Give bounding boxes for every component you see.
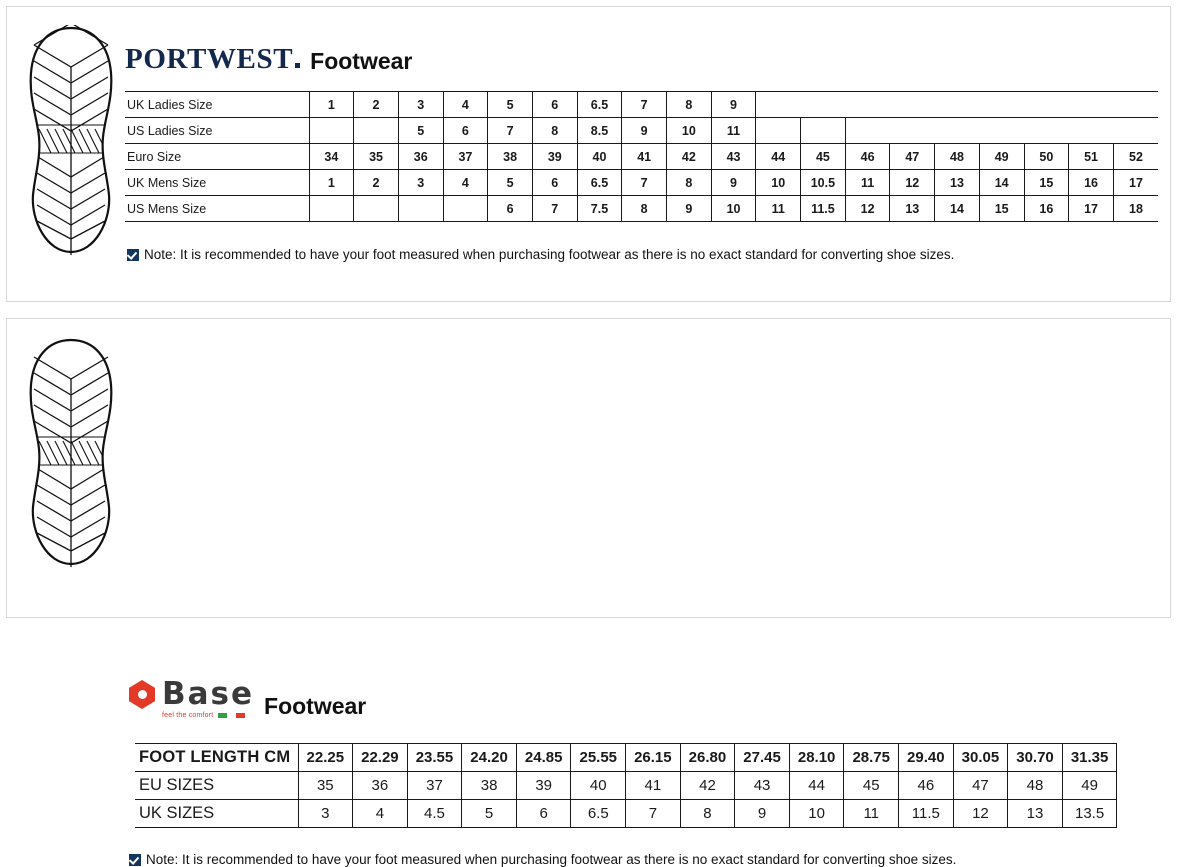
row-label: US Ladies Size [125, 118, 309, 144]
base-size-chart-panel [6, 318, 1171, 867]
size-cell: 9 [622, 118, 667, 144]
size-cell: 46 [845, 144, 890, 170]
size-cell [1069, 118, 1114, 144]
sole-outline-icon [21, 337, 121, 567]
size-cell: 13 [890, 196, 935, 222]
size-cell: 11 [844, 800, 899, 828]
size-cell: 22.29 [353, 744, 408, 772]
size-cell: 24.85 [516, 744, 571, 772]
size-cell: 12 [890, 170, 935, 196]
size-cell: 47 [890, 144, 935, 170]
size-cell: 18 [1113, 196, 1158, 222]
checkbox-checked-icon [129, 854, 141, 866]
size-cell: 6 [443, 118, 488, 144]
size-cell [443, 196, 488, 222]
size-cell: 37 [407, 772, 462, 800]
size-cell [801, 92, 846, 118]
size-cell: 43 [711, 144, 756, 170]
base-logo [129, 676, 255, 719]
size-cell: 52 [1113, 144, 1158, 170]
size-cell: 48 [935, 144, 980, 170]
size-cell: 43 [735, 772, 790, 800]
size-cell: 42 [680, 772, 735, 800]
row-label: EU SIZES [135, 772, 298, 800]
size-cell: 9 [711, 92, 756, 118]
size-cell: 31.35 [1062, 744, 1117, 772]
size-cell [845, 118, 890, 144]
size-cell: 41 [626, 772, 681, 800]
size-cell: 15 [979, 196, 1024, 222]
size-cell: 17 [1069, 196, 1114, 222]
size-cell: 10.5 [801, 170, 846, 196]
size-cell [979, 118, 1024, 144]
size-cell: 6.5 [577, 170, 622, 196]
size-cell: 10 [756, 170, 801, 196]
size-cell: 14 [979, 170, 1024, 196]
size-cell: 51 [1069, 144, 1114, 170]
size-cell [309, 196, 354, 222]
size-cell: 9 [711, 170, 756, 196]
size-cell: 12 [845, 196, 890, 222]
size-cell: 27.45 [735, 744, 790, 772]
base-hexagon-icon [129, 680, 155, 709]
size-cell: 4.5 [407, 800, 462, 828]
size-cell: 5 [462, 800, 517, 828]
size-cell [1024, 118, 1069, 144]
size-cell: 11 [845, 170, 890, 196]
base-wordmark: Base [162, 676, 255, 712]
shoe-sole-illustration-portwest [21, 25, 121, 255]
row-label: Euro Size [125, 144, 309, 170]
portwest-brand-header [125, 45, 412, 74]
size-cell: 29.40 [899, 744, 954, 772]
size-cell: 30.05 [953, 744, 1008, 772]
size-cell [801, 118, 846, 144]
size-cell: 34 [309, 144, 354, 170]
size-cell: 7.5 [577, 196, 622, 222]
size-cell [935, 92, 980, 118]
size-cell: 44 [789, 772, 844, 800]
row-label: UK Mens Size [125, 170, 309, 196]
size-cell: 36 [353, 772, 408, 800]
size-cell: 50 [1024, 144, 1069, 170]
size-cell: 8 [622, 196, 667, 222]
size-cell: 5 [398, 118, 443, 144]
size-cell [309, 118, 354, 144]
size-cell: 35 [298, 772, 353, 800]
size-cell: 8 [667, 170, 712, 196]
size-cell: 13 [935, 170, 980, 196]
size-cell: 7 [626, 800, 681, 828]
row-label: UK SIZES [135, 800, 298, 828]
size-cell: 7 [622, 92, 667, 118]
size-cell: 25.55 [571, 744, 626, 772]
size-cell: 41 [622, 144, 667, 170]
size-cell: 6 [532, 170, 577, 196]
size-cell: 38 [488, 144, 533, 170]
size-cell: 26.80 [680, 744, 735, 772]
size-cell: 24.20 [462, 744, 517, 772]
size-cell [398, 196, 443, 222]
size-cell: 38 [462, 772, 517, 800]
size-cell: 6.5 [571, 800, 626, 828]
size-cell: 13 [1008, 800, 1063, 828]
base-tagline: feel the comfort [162, 712, 214, 719]
size-cell: 36 [398, 144, 443, 170]
size-cell: 16 [1069, 170, 1114, 196]
size-cell: 47 [953, 772, 1008, 800]
size-cell: 2 [354, 92, 399, 118]
portwest-category-label: Footwear [310, 48, 413, 74]
size-cell [845, 92, 890, 118]
size-cell [354, 118, 399, 144]
size-cell: 7 [532, 196, 577, 222]
portwest-size-chart-panel [6, 6, 1171, 302]
size-cell: 5 [488, 92, 533, 118]
table-row [125, 118, 1158, 144]
size-cell: 9 [667, 196, 712, 222]
size-cell: 22.25 [298, 744, 353, 772]
size-cell: 49 [979, 144, 1024, 170]
size-cell [756, 118, 801, 144]
size-cell: 4 [353, 800, 408, 828]
size-cell: 6.5 [577, 92, 622, 118]
size-cell: 8.5 [577, 118, 622, 144]
table-row [125, 92, 1158, 118]
size-cell: 16 [1024, 196, 1069, 222]
checkbox-checked-icon [127, 249, 139, 261]
size-cell [354, 196, 399, 222]
size-cell: 14 [935, 196, 980, 222]
size-cell: 46 [899, 772, 954, 800]
size-cell: 45 [801, 144, 846, 170]
size-cell: 3 [398, 92, 443, 118]
portwest-logo-dot [295, 63, 300, 68]
table-row [135, 744, 1117, 772]
size-cell: 39 [532, 144, 577, 170]
size-cell: 11 [756, 196, 801, 222]
size-cell: 28.75 [844, 744, 899, 772]
size-cell [1069, 92, 1114, 118]
size-cell: 10 [789, 800, 844, 828]
size-cell: 37 [443, 144, 488, 170]
size-cell [1113, 92, 1158, 118]
base-category-label: Footwear [264, 693, 367, 719]
base-note [129, 852, 956, 867]
size-cell: 2 [354, 170, 399, 196]
size-cell: 1 [309, 92, 354, 118]
size-cell [1113, 118, 1158, 144]
size-cell: 23.55 [407, 744, 462, 772]
size-cell: 10 [667, 118, 712, 144]
size-cell: 28.10 [789, 744, 844, 772]
portwest-size-table [125, 91, 1158, 222]
size-cell [890, 92, 935, 118]
size-cell: 3 [398, 170, 443, 196]
row-label: FOOT LENGTH CM [135, 744, 298, 772]
table-row [125, 196, 1158, 222]
size-cell: 40 [571, 772, 626, 800]
size-cell: 6 [532, 92, 577, 118]
size-cell: 49 [1062, 772, 1117, 800]
sole-outline-icon [21, 25, 121, 255]
size-cell: 11.5 [801, 196, 846, 222]
size-cell: 5 [488, 170, 533, 196]
note-text: Note: It is recommended to have your foot measured when purchasing footwear as there is no exact standard for converting shoe sizes. [144, 247, 955, 262]
row-label: UK Ladies Size [125, 92, 309, 118]
size-cell: 26.15 [626, 744, 681, 772]
size-cell: 48 [1008, 772, 1063, 800]
size-cell: 13.5 [1062, 800, 1117, 828]
size-cell: 11 [711, 118, 756, 144]
size-cell: 45 [844, 772, 899, 800]
size-cell: 6 [516, 800, 571, 828]
size-cell: 9 [735, 800, 790, 828]
size-cell: 8 [532, 118, 577, 144]
size-cell: 7 [622, 170, 667, 196]
size-cell: 39 [516, 772, 571, 800]
size-cell: 8 [680, 800, 735, 828]
size-cell: 35 [354, 144, 399, 170]
table-row [125, 170, 1158, 196]
size-cell: 42 [667, 144, 712, 170]
size-cell: 1 [309, 170, 354, 196]
size-cell: 17 [1113, 170, 1158, 196]
size-cell: 7 [488, 118, 533, 144]
size-cell: 8 [667, 92, 712, 118]
table-row [135, 772, 1117, 800]
size-cell [1024, 92, 1069, 118]
portwest-wordmark: PORTWEST [125, 45, 300, 74]
table-row [125, 144, 1158, 170]
size-cell: 11.5 [899, 800, 954, 828]
size-cell: 4 [443, 92, 488, 118]
size-cell: 44 [756, 144, 801, 170]
base-brand-header [129, 676, 367, 719]
row-label: US Mens Size [125, 196, 309, 222]
size-cell: 15 [1024, 170, 1069, 196]
size-cell: 12 [953, 800, 1008, 828]
shoe-sole-illustration-base [21, 337, 121, 567]
size-cell: 30.70 [1008, 744, 1063, 772]
italy-flag-icon [218, 713, 245, 718]
size-cell: 3 [298, 800, 353, 828]
size-cell [935, 118, 980, 144]
base-size-table [135, 743, 1117, 828]
size-cell: 10 [711, 196, 756, 222]
size-cell [979, 92, 1024, 118]
size-cell: 40 [577, 144, 622, 170]
size-cell [890, 118, 935, 144]
note-text: Note: It is recommended to have your foot measured when purchasing footwear as there is no exact standard for converting shoe sizes. [146, 852, 957, 867]
portwest-note [127, 247, 954, 262]
size-cell: 6 [488, 196, 533, 222]
table-row [135, 800, 1117, 828]
size-cell: 4 [443, 170, 488, 196]
size-cell [756, 92, 801, 118]
